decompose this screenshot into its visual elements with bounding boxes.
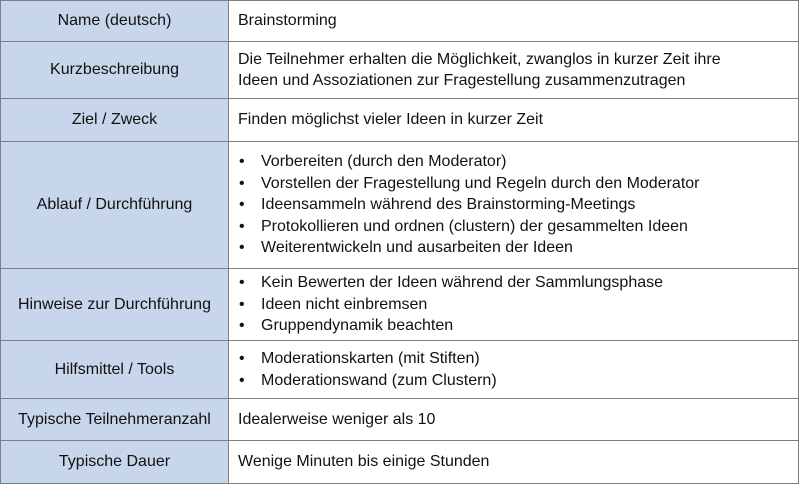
list-item: • Ideen nicht einbremsen [238, 294, 792, 316]
list-item: • Protokollieren und ordnen (clustern) der gesammelten Ideen [238, 216, 792, 238]
kurzbeschreibung-line: Die Teilnehmer erhalten die Möglichkeit, zwanglos in kurzer Zeit ihre [238, 50, 721, 68]
label-ablauf: Ablauf / Durchführung [1, 142, 229, 269]
label-name: Name (deutsch) [1, 1, 229, 42]
row-ablauf [1, 142, 799, 269]
value-ziel: Finden möglichst vieler Ideen in kurzer Zeit [229, 99, 799, 142]
row-dauer [1, 441, 799, 484]
value-ablauf [229, 142, 799, 269]
list-item: • Vorstellen der Fragestellung und Regeln durch den Moderator [238, 173, 792, 195]
label-dauer: Typische Dauer [1, 441, 229, 484]
label-hinweise: Hinweise zur Durchführung [1, 269, 229, 341]
list-item: • Moderationskarten (mit Stiften) [238, 348, 792, 370]
value-hinweise [229, 269, 799, 341]
value-name: Brainstorming [229, 1, 799, 42]
list-item: • Weiterentwickeln und ausarbeiten der Ideen [238, 237, 792, 259]
value-teilnehmer: Idealerweise weniger als 10 [229, 399, 799, 441]
hilfsmittel-list [238, 348, 792, 391]
row-ziel [1, 99, 799, 142]
hinweise-list [238, 272, 792, 337]
label-hilfsmittel: Hilfsmittel / Tools [1, 341, 229, 399]
row-hinweise [1, 269, 799, 341]
value-kurzbeschreibung [229, 42, 799, 99]
value-hilfsmittel [229, 341, 799, 399]
row-name [1, 1, 799, 42]
row-kurzbeschreibung [1, 42, 799, 99]
kurzbeschreibung-line: Ideen und Assoziationen zur Fragestellung zusammenzutragen [238, 72, 686, 89]
row-hilfsmittel [1, 341, 799, 399]
label-teilnehmer: Typische Teilnehmeranzahl [1, 399, 229, 441]
label-kurzbeschreibung: Kurzbeschreibung [1, 42, 229, 99]
ablauf-list [238, 151, 792, 259]
row-teilnehmer [1, 399, 799, 441]
list-item: • Gruppendynamik beachten [238, 315, 792, 337]
list-item: • Kein Bewerten der Ideen während der Sammlungsphase [238, 272, 792, 294]
label-ziel: Ziel / Zweck [1, 99, 229, 142]
list-item: • Moderationswand (zum Clustern) [238, 370, 792, 392]
list-item: • Vorbereiten (durch den Moderator) [238, 151, 792, 173]
list-item: • Ideensammeln während des Brainstorming-Meetings [238, 194, 792, 216]
value-dauer: Wenige Minuten bis einige Stunden [229, 441, 799, 484]
